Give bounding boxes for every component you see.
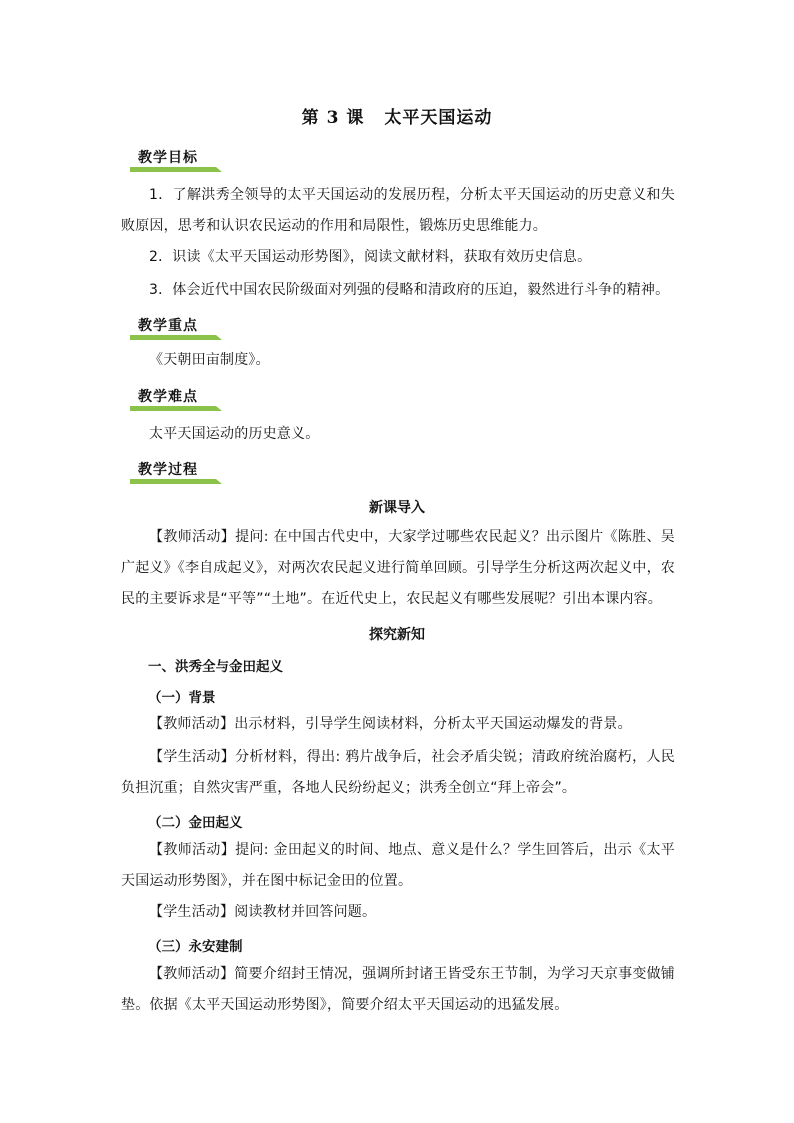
section-underline [130,479,216,484]
lesson-number: 第 3 课 [301,108,365,128]
section-label-text: 教学重点 [138,318,198,334]
section-label-text: 教学难点 [138,389,198,405]
sub2-teacher: 【教师活动】提问: 金田起义的时间、地点、意义是什么？学生回答后，出示《太平天国运动形势图》，并在图中标记金田的位置。 [121,842,675,889]
section-label-key [130,316,216,342]
key-point: 《天朝田亩制度》。 [149,352,270,368]
section-label-text: 教学目标 [138,150,198,166]
part1-heading: 一、洪秀全与金田起义 [148,659,283,675]
goal-3: 3．体会近代中国农民阶级面对列强的侵略和清政府的压迫，毅然进行斗争的精神。 [149,282,670,298]
sub1-teacher: 【教师活动】出示材料，引导学生阅读材料，分析太平天国运动爆发的背景。 [149,716,632,732]
section-underline [130,406,216,411]
section-label-difficulty [130,387,216,413]
section-label-process [130,460,216,486]
explore-heading: 探究新知 [369,627,425,643]
lesson-name: 太平天国运动 [384,108,493,128]
difficulty-point: 太平天国运动的历史意义。 [149,426,320,442]
section-label-goals [130,148,216,174]
sub1-student: 【学生活动】分析材料，得出: 鸦片战争后，社会矛盾尖锐；清政府统治腐朽，人民负担沉重；自然灾害严重，各地人民纷纷起义；洪秀全创立“拜上帝会”。 [121,749,675,796]
lesson-title [0,103,794,128]
sub1-heading: （一）背景 [148,690,216,706]
sub2-heading: （二）金田起义 [148,815,243,831]
goal-1: 1．了解洪秀全领导的太平天国运动的发展历程，分析太平天国运动的历史意义和失败原因，思考和认识农民运动的作用和局限性，锻炼历史思维能力。 [121,187,675,234]
sub3-teacher: 【教师活动】简要介绍封王情况，强调所封诸王皆受东王节制，为学习天京事变做铺垫。依据《太平天国运动形势图》，简要介绍太平天国运动的迅猛发展。 [121,966,675,1013]
section-underline [130,335,216,340]
sub3-heading: （三）永安建制 [148,939,243,955]
intro-heading: 新课导入 [369,500,425,516]
sub2-student: 【学生活动】阅读教材并回答问题。 [149,904,377,920]
intro-text: 【教师活动】提问: 在中国古代史中，大家学过哪些农民起义？出示图片《陈胜、吴广起义》《李自成起义》，对两次农民起义进行简单回顾。引导学生分析这两次起义中，农民的主要诉求是“平等”“土地”。在近代史上，农民起义有哪些发展呢？引出本课内容。 [121,529,675,607]
section-label-text: 教学过程 [138,462,198,478]
section-underline [130,167,216,172]
goal-2: 2．识读《太平天国运动形势图》，阅读文献材料，获取有效历史信息。 [149,249,592,265]
